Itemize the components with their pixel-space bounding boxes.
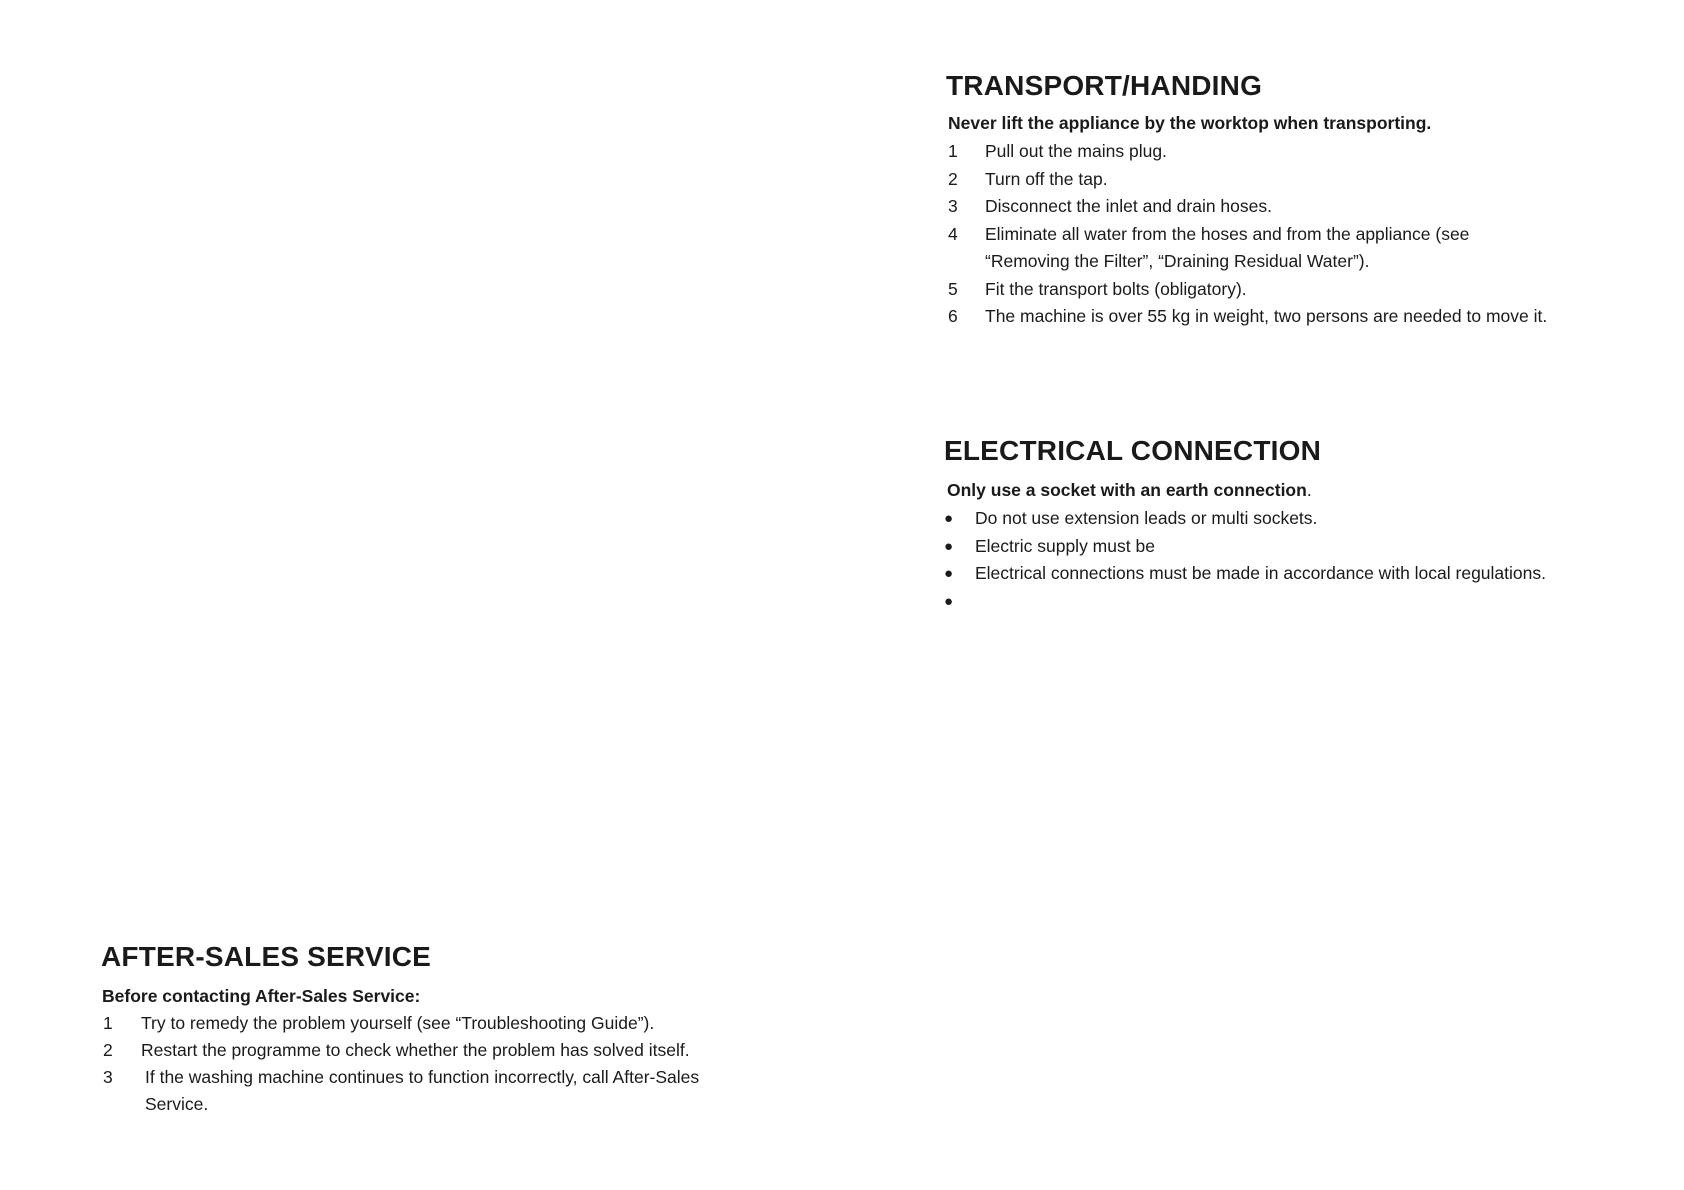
step-number: 3 <box>948 196 958 216</box>
step-number: 6 <box>948 306 958 326</box>
bullet-text <box>944 588 1644 616</box>
list-item <box>948 166 1646 194</box>
transport-section <box>946 70 1646 331</box>
step-text: If the washing machine continues to function incorrectly, call After-Sales Service. <box>145 1067 700 1114</box>
transport-warning: Never lift the appliance by the worktop when transporting. <box>948 113 1432 133</box>
step-number: 5 <box>948 278 958 299</box>
step-text: Turn off the tap. <box>985 168 1108 189</box>
step-number: 1 <box>103 1013 113 1033</box>
electrical-section <box>944 435 1644 615</box>
bullet-text: Do not use extension leads or multi sockets. <box>975 508 1318 528</box>
step-number: 2 <box>103 1040 113 1060</box>
bullet-text: Electrical connections must be made in accordance with local regulations. <box>975 563 1546 583</box>
aftersales-steps-list <box>103 1010 781 1118</box>
step-text: Eliminate all water from the hoses and from the appliance (see “Removing the Filter”, “Draining Residual Water”). <box>985 223 1470 271</box>
electrical-warning-text: Only use a socket with an earth connection <box>947 480 1307 500</box>
list-item <box>103 1064 748 1118</box>
electrical-warning <box>947 479 1644 501</box>
aftersales-lead: Before contacting After-Sales Service: <box>102 986 421 1006</box>
list-item <box>948 303 1646 331</box>
list-item <box>944 533 1644 561</box>
step-number: 4 <box>948 223 958 244</box>
step-number: 1 <box>948 141 958 161</box>
bullet-icon: ● <box>944 510 954 527</box>
electrical-bullet-list <box>944 505 1644 615</box>
list-item <box>948 221 1508 276</box>
list-item <box>944 560 1644 588</box>
step-text: Restart the programme to check whether the problem has solved itself. <box>141 1040 690 1060</box>
step-text: Pull out the mains plug. <box>985 141 1167 161</box>
step-text: Fit the transport bolts (obligatory). <box>985 278 1247 299</box>
electrical-warning-period: . <box>1306 480 1312 500</box>
list-item <box>948 138 1646 166</box>
list-item <box>948 193 1646 221</box>
transport-heading: TRANSPORT/HANDING <box>946 70 1263 101</box>
bullet-icon: ● <box>944 592 954 610</box>
electrical-heading: ELECTRICAL CONNECTION <box>944 435 1322 466</box>
list-item <box>944 588 1644 616</box>
aftersales-section <box>101 941 781 1118</box>
step-text: Disconnect the inlet and drain hoses. <box>985 196 1272 216</box>
bullet-icon: ● <box>944 537 954 555</box>
step-text: Try to remedy the problem yourself (see “Troubleshooting Guide”). <box>141 1013 655 1033</box>
list-item <box>103 1037 781 1064</box>
step-number: 2 <box>948 168 958 189</box>
step-text: The machine is over 55 kg in weight, two persons are needed to move it. <box>985 306 1548 326</box>
transport-steps-list <box>948 138 1646 331</box>
bullet-icon: ● <box>944 565 954 582</box>
list-item <box>103 1010 781 1037</box>
bullet-text: Electric supply must be <box>975 535 1155 556</box>
list-item <box>948 276 1646 304</box>
aftersales-heading: AFTER-SALES SERVICE <box>101 941 431 972</box>
list-item <box>944 505 1644 533</box>
step-number: 3 <box>103 1067 113 1087</box>
